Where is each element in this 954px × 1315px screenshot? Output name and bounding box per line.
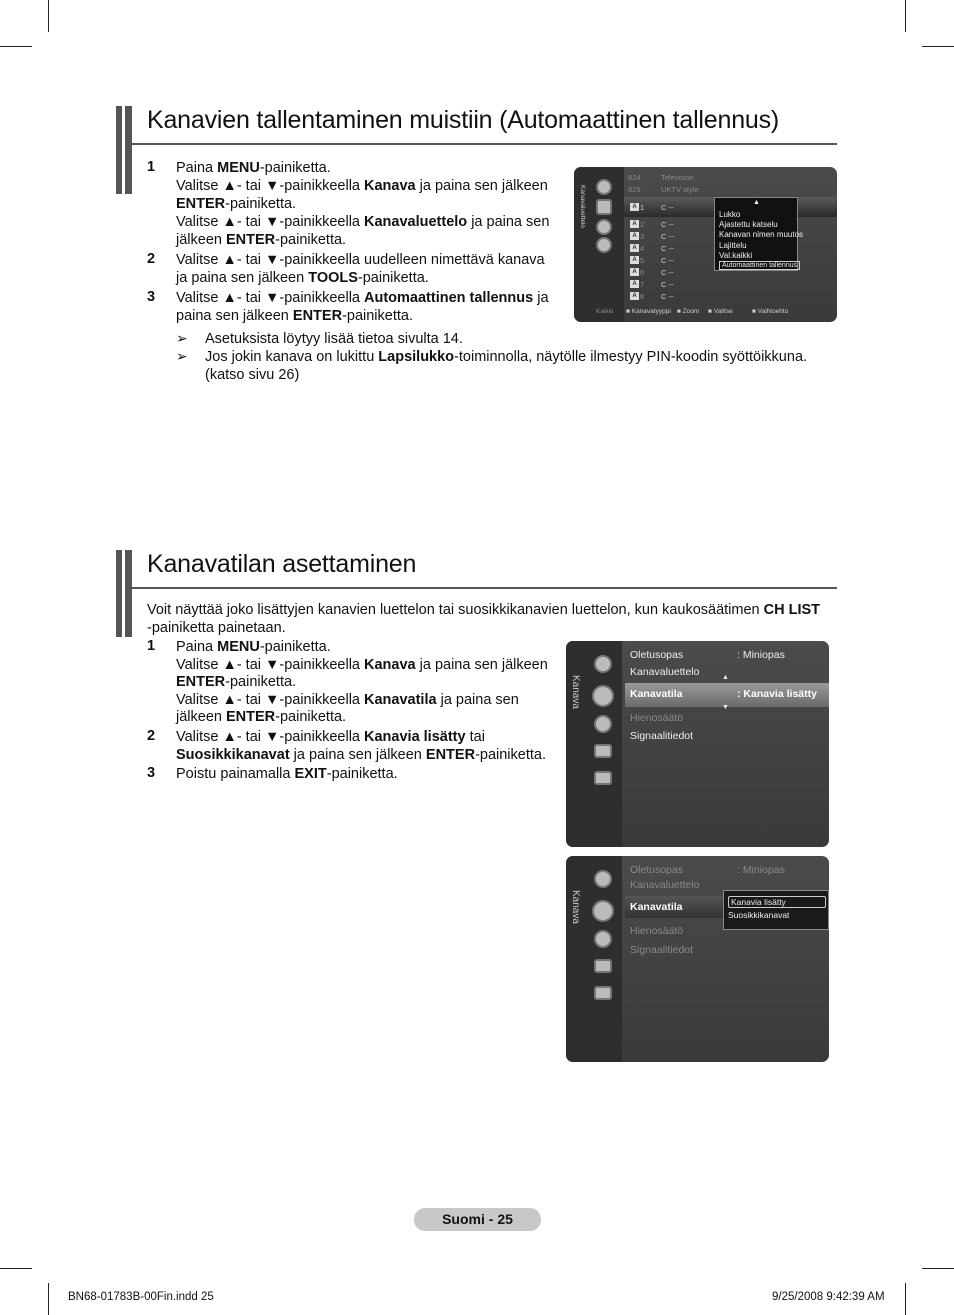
step-text: Valitse ▲- tai ▼-painikkeella Kanavaluettelo ja paina sen (176, 214, 550, 230)
channel-name: C -- (661, 203, 674, 212)
channel-badge: A (630, 268, 639, 276)
menu-item-value: : Miniopas (737, 649, 785, 661)
menu-item-label[interactable]: Kanavaluettelo (630, 666, 700, 678)
note-text: (katso sivu 26) (205, 367, 300, 383)
note-text: Asetuksista löytyy lisää tietoa sivulta 14. (205, 331, 463, 347)
step-text: Valitse ▲- tai ▼-painikkeella Kanavia lisätty tai (176, 729, 485, 745)
bottom-bar-item[interactable]: ■ Valitse (708, 308, 733, 315)
step-text: Poistu painamalla EXIT-painiketta. (176, 766, 398, 783)
channel-name[interactable]: C -- (661, 268, 674, 277)
channel-badge: A (630, 292, 639, 300)
menu-item-label[interactable]: Kanavatila (630, 901, 683, 913)
channel-name: Television (661, 173, 694, 182)
channel-number: 824 (628, 173, 641, 182)
section-rule (132, 143, 837, 145)
popup-menu-item[interactable]: Automaattinen tallennus (719, 261, 800, 270)
channel-name[interactable]: C -- (661, 256, 674, 265)
channel-name[interactable]: C -- (661, 232, 674, 241)
option-popup (723, 890, 829, 930)
channel-icon (592, 900, 614, 922)
step-text: Valitse ▲- tai ▼-painikkeella Kanava ja paina sen jälkeen (176, 656, 548, 673)
channel-number: 825 (628, 185, 641, 194)
plus-icon (596, 199, 612, 215)
step-text: Paina MENU-painiketta. (176, 639, 331, 655)
step-text: Valitse ▲- tai ▼-painikkeella uudelleen nimettävä kanava (176, 252, 545, 268)
menu-item-value: : Kanavia lisätty (737, 688, 817, 700)
channel-number: 6 (640, 268, 645, 277)
crop-mark (48, 0, 49, 32)
crop-mark (922, 46, 954, 47)
section-rule (132, 587, 837, 589)
picture-icon (594, 771, 612, 785)
popup-menu-item[interactable]: Val.kaikki (719, 250, 753, 260)
channel-menu-screen (566, 641, 829, 847)
section-title: Kanavien tallentaminen muistiin (Automaattinen tallennus) (147, 106, 780, 134)
channel-badge: A (630, 280, 639, 288)
crop-mark (0, 46, 32, 47)
channel-number: 4 (640, 244, 645, 253)
section-title: Kanavatilan asettaminen (147, 550, 417, 578)
print-date: 9/25/2008 9:42:39 AM (772, 1291, 885, 1303)
step-text: Valitse ▲- tai ▼-painikkeella Automaattinen tallennus ja (176, 290, 549, 306)
step-text: Suosikkikanavat ja paina sen jälkeen ENTER-painiketta. (176, 746, 546, 763)
section-bar (116, 550, 132, 637)
note-text: Jos jokin kanava on lukittu Lapsilukko-toiminnolla, näytölle ilmestyy PIN-koodin syöttöikkuna. (205, 349, 808, 365)
channel-mode-option[interactable]: Kanavia lisätty (728, 896, 826, 908)
step-text: jälkeen ENTER-painiketta. (176, 709, 347, 726)
antenna-icon (596, 179, 612, 195)
menu-item-label[interactable]: Oletusopas (630, 864, 684, 876)
step-number: 3 (147, 289, 156, 305)
channel-icon (592, 685, 614, 707)
heart-icon (596, 219, 612, 235)
channel-name[interactable]: C -- (661, 244, 674, 253)
bottom-bar-item[interactable]: ■ Vaihtoehto (752, 308, 789, 315)
channel-name[interactable]: C -- (661, 220, 674, 229)
channel-number: 5 (640, 256, 645, 265)
menu-item-label[interactable]: Hienosäätö (630, 712, 684, 724)
channel-list-screen (574, 167, 837, 322)
input-icon (594, 870, 612, 888)
popup-menu-item[interactable]: Ajastettu katselu (719, 220, 778, 230)
menu-item-label[interactable]: Kanavatila (630, 688, 683, 700)
channel-badge: A (630, 220, 639, 228)
channel-number: 8 (640, 292, 645, 301)
screen-vertical-label: Kanavaluettelo (579, 185, 586, 229)
step-number: 2 (147, 728, 156, 744)
gear-icon (594, 715, 612, 733)
gear-icon (594, 930, 612, 948)
note-arrow-icon: ➢ (176, 330, 188, 346)
step-text: ja paina sen jälkeen TOOLS-painiketta. (176, 270, 429, 286)
channel-badge: A (630, 256, 639, 264)
intro-line: -painiketta painetaan. (147, 620, 286, 636)
menu-item-label[interactable]: Hienosäätö (630, 925, 684, 937)
crop-mark (905, 1283, 906, 1315)
speaker-icon (594, 744, 612, 758)
section-bar (116, 106, 132, 194)
channel-number: 7 (640, 280, 645, 289)
step-number: 2 (147, 251, 156, 267)
channel-badge: A (630, 244, 639, 252)
bottom-bar-item[interactable]: ■ Kanavatyyppi (626, 308, 671, 315)
channel-number: 2 (640, 220, 645, 229)
popup-menu-item[interactable]: Lajittelu (719, 240, 747, 250)
channel-name[interactable]: C -- (661, 292, 674, 301)
down-arrow: ▼ (722, 704, 729, 711)
picture-icon (594, 986, 612, 1000)
step-number: 3 (147, 765, 156, 782)
channel-mode-screen (566, 856, 829, 1062)
step-text: Valitse ▲- tai ▼-painikkeella Kanavatila ja paina sen (176, 691, 519, 708)
channel-number: 3 (640, 232, 645, 241)
screen-vertical-label: Kanava (570, 675, 581, 709)
crop-mark (0, 1268, 32, 1269)
channel-badge: A (630, 203, 639, 211)
step-text: Valitse ▲- tai ▼-painikkeella Kanava ja paina sen jälkeen (176, 178, 548, 194)
channel-mode-option[interactable]: Suosikkikanavat (728, 910, 790, 920)
crop-mark (48, 1283, 49, 1315)
channel-name[interactable]: C -- (661, 280, 674, 289)
page-number: Suomi - 25 (414, 1208, 541, 1231)
step-number: 1 (147, 159, 156, 175)
screen-vertical-label: Kanava (570, 890, 581, 924)
channel-badge: A (630, 232, 639, 240)
menu-item-label[interactable]: Signaalitiedot (630, 944, 694, 956)
step-text: ENTER-painiketta. (176, 674, 297, 691)
up-arrow: ▲ (722, 674, 729, 681)
channel-number: 1 (640, 203, 645, 212)
intro-line: Voit näyttää joko lisättyjen kanavien luettelon tai suosikkikanavien luettelon, kun kaukosäätimen CH LIST (147, 602, 821, 618)
file-name: BN68-01783B-00Fin.indd 25 (68, 1291, 214, 1303)
popup-menu-item[interactable]: Kanavan nimen muutos (719, 230, 804, 240)
channel-name: UKTV style (661, 185, 699, 194)
step-text: Paina MENU-painiketta. (176, 160, 331, 176)
step-text: ENTER-painiketta. (176, 196, 297, 212)
crop-mark (922, 1268, 954, 1269)
up-arrow: ▲ (753, 199, 760, 206)
tv-icon (596, 237, 612, 253)
popup-menu-item[interactable]: Lukko (719, 210, 741, 219)
menu-item-label[interactable]: Oletusopas (630, 649, 684, 661)
step-text: jälkeen ENTER-painiketta. (176, 232, 347, 248)
tools-popup (714, 197, 804, 271)
input-icon (594, 655, 612, 673)
menu-item-value: : Miniopas (737, 864, 785, 876)
bottom-bar-item: Kaikki (596, 308, 614, 315)
speaker-icon (594, 959, 612, 973)
note-arrow-icon: ➢ (176, 348, 188, 364)
bottom-bar-item[interactable]: ■ Zoom (677, 308, 700, 315)
step-number: 1 (147, 638, 156, 654)
crop-mark (905, 0, 906, 32)
menu-item-label[interactable]: Signaalitiedot (630, 730, 694, 742)
menu-item-label[interactable]: Kanavaluettelo (630, 879, 700, 891)
step-text: paina sen jälkeen ENTER-painiketta. (176, 308, 413, 324)
